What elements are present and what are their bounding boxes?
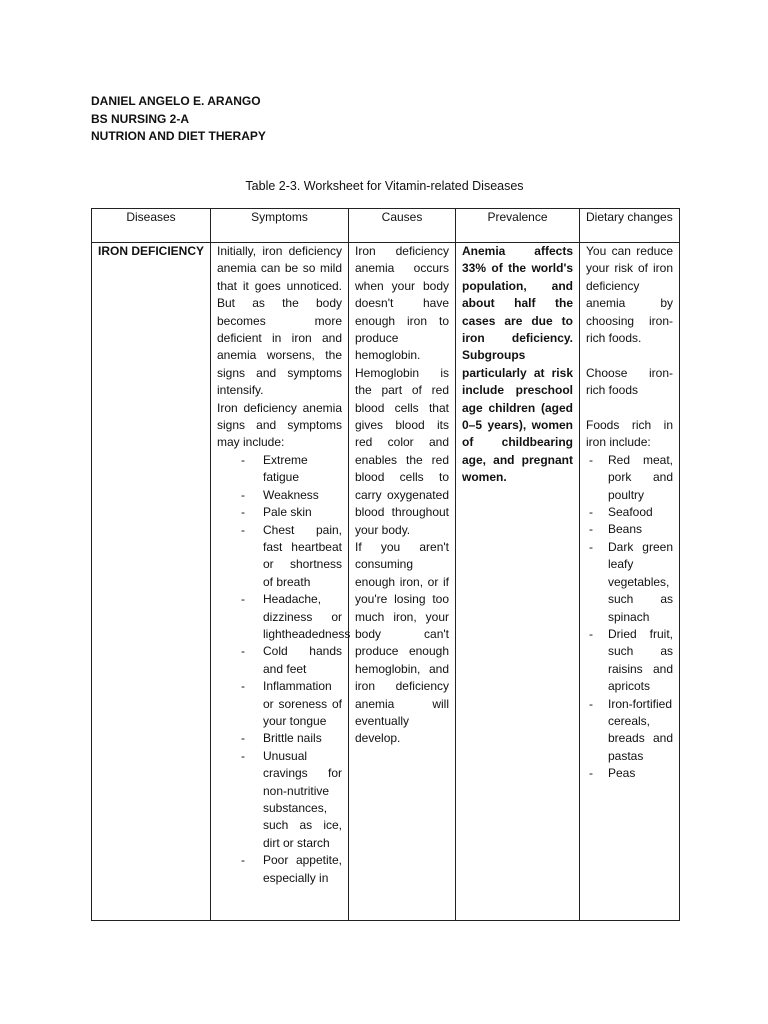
symptoms-cell	[211, 243, 349, 921]
table-header-row	[92, 209, 680, 243]
list-item: - Beans	[586, 521, 673, 538]
prevalence-cell: Anemia affects 33% of the world's population, and about half the cases are due to iron deficiency. Subgroups particularly at risk include preschool age children (aged 0–5 years), women of childbearing age, and pregnant women.	[456, 243, 580, 921]
list-item: - Seafood	[586, 504, 673, 521]
diet-foods-list	[586, 452, 673, 783]
list-item: - Iron-fortified cereals, breads and pastas	[586, 696, 673, 766]
table-caption: Table 2-3. Worksheet for Vitamin-related Diseases	[245, 179, 524, 193]
list-item: - Headache, dizziness or lightheadedness	[217, 591, 342, 643]
table-row	[92, 243, 680, 921]
student-name: DANIEL ANGELO E. ARANGO	[91, 94, 261, 108]
list-item: - Extreme fatigue	[217, 452, 342, 487]
student-header	[91, 93, 266, 146]
list-item: - Poor appetite, especially in	[217, 852, 342, 887]
causes-cell	[349, 243, 456, 921]
list-item: - Red meat, pork and poultry	[586, 452, 673, 504]
symptoms-intro-2: Iron deficiency anemia signs and symptoms may include:	[217, 400, 342, 450]
diet-paragraph-2: Choose iron-rich foods	[586, 365, 673, 398]
worksheet-table	[91, 208, 680, 921]
list-item: - Pale skin	[217, 504, 342, 521]
header-diseases: Diseases	[92, 209, 211, 243]
list-item: - Brittle nails	[217, 730, 342, 747]
list-item: - Dried fruit, such as raisins and apricots	[586, 626, 673, 696]
symptoms-intro: Initially, iron deficiency anemia can be so mild that it goes unnoticed. But as the body becomes more deficient in iron and anemia worsens, the signs and symptoms intensify.	[217, 244, 342, 398]
header-symptoms: Symptoms	[211, 209, 349, 243]
dietary-changes-cell	[580, 243, 680, 921]
causes-paragraph-3: If you aren't consuming enough iron, or if you're losing too much iron, your body can't produce enough hemoglobin, and iron deficiency anemia will eventually develop.	[355, 539, 449, 746]
list-item: - Peas	[586, 765, 673, 782]
header-prevalence: Prevalence	[456, 209, 580, 243]
diet-paragraph-3: Foods rich in iron include:	[586, 418, 673, 450]
list-item: - Unusual cravings for non-nutritive substances, such as ice, dirt or starch	[217, 748, 342, 852]
subject-title: NUTRION AND DIET THERAPY	[91, 129, 266, 144]
causes-paragraph-1: Iron deficiency anemia occurs when your body doesn't have enough iron to produce hemoglobin.	[355, 244, 449, 363]
disease-cell: IRON DEFICIENCY	[92, 243, 211, 921]
list-item: - Dark green leafy vegetables, such as spinach	[586, 539, 673, 626]
list-item: - Cold hands and feet	[217, 643, 342, 678]
causes-paragraph-2: Hemoglobin is the part of red blood cells that gives blood its red color and enables the red blood cells to carry oxygenated blood throughout your body.	[355, 365, 449, 537]
list-item: - Chest pain, fast heartbeat or shortness of breath	[217, 522, 342, 592]
symptoms-list	[217, 452, 351, 887]
diet-paragraph-1: You can reduce your risk of iron deficiency anemia by choosing iron-rich foods.	[586, 244, 673, 346]
list-item: - Inflammation or soreness of your tongue	[217, 678, 342, 730]
header-causes: Causes	[349, 209, 456, 243]
student-course: BS NURSING 2-A	[91, 111, 190, 126]
list-item: - Weakness	[217, 487, 342, 504]
header-dietary-changes: Dietary changes	[580, 209, 680, 243]
